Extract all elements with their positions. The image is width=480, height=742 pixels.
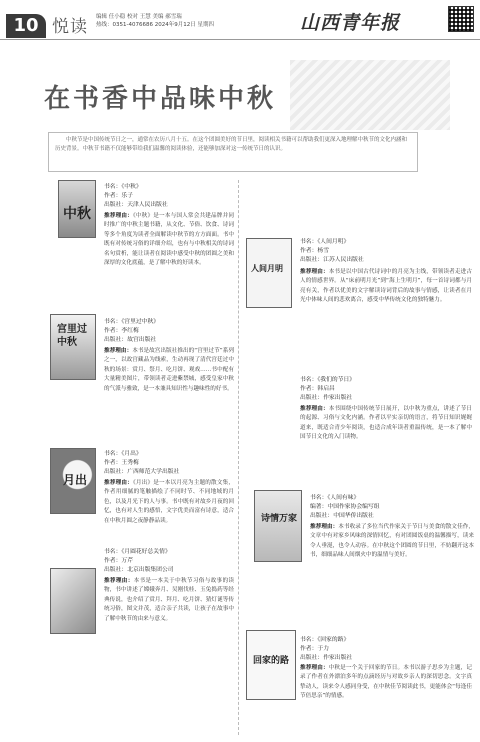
book-recommendation — [300, 405, 472, 461]
book-recommendation — [104, 347, 234, 413]
book-publisher: 出版社：江苏人民出版社 — [300, 257, 364, 263]
recommend-label: 推荐理由： — [104, 578, 134, 584]
book-cover — [50, 568, 96, 634]
recommend-label: 推荐理由： — [104, 348, 133, 354]
book-author: 作者：于力 — [300, 646, 329, 652]
book-publisher: 出版社：作家出版社 — [300, 395, 353, 401]
book-recommendation — [104, 577, 234, 717]
book-publisher: 出版社：故宫出版社 — [104, 337, 157, 343]
recommend-label: 推荐理由： — [310, 524, 339, 530]
intro-paragraph: 中秋节是中国传统节日之一，通常在农历八月十五。在这个团圆美好的节日里，阅读相关书籍可以帮助我们更深入地理解中秋节的文化内涵和历史背景。中秋节书籍不仅能够带给我们温馨的阅读体验，还能够加深对这一传统节日的认识。 — [48, 132, 418, 172]
recommend-text: 本书是故宫出版社推出的“宫里过节”系列之一，以故宫藏品为线索，生动再现了清代宫廷过中秋的场景：赏月、祭月、吃月饼、观戏……书中配有大量精美图片，带领读者走进紫禁城，感受皇家中秋的气派与雅致，是一本兼具知识性与趣味性的好书。 — [104, 348, 234, 392]
book-publisher: 出版社：作家出版社 — [300, 655, 353, 661]
book-cover — [50, 314, 96, 380]
editor-info — [96, 13, 246, 29]
section-name: 悦读 — [52, 17, 88, 37]
book-name: 书名：《月出》 — [104, 451, 142, 457]
recommend-text: 本书是以中国古代诗词中的月亮为主线，带领读者走进古人的情感世界。从“床前明月光”到“海上生明月”，每一首诗词都与月亮有关，作者以优美的文字解读诗词背后的故事与情感，让读者在月光中体味人间的悲欢离合，感受中华传统文化的独特魅力。 — [300, 269, 472, 304]
recommend-text: 本书围绕中国传统节日展开，以中秋为重点，讲述了节日的起源、习俗与文化内涵。作者以平实亲切的语言，将节日知识娓娓道来，既适合青少年阅读，也适合成年读者重温传统，是一本了解中国节日文化的入门读物。 — [300, 406, 472, 441]
book-author: 作者：杨雪 — [300, 248, 329, 254]
book-meta — [104, 318, 234, 345]
book-name: 书名：《回家的路》 — [300, 637, 350, 643]
book-meta — [300, 636, 470, 663]
book-name: 书名：《人间月明》 — [300, 239, 350, 245]
recommend-text: 《中秋》是一本与国人常会共建品牌并同时推广的中秋主题书籍，从文化、节俗、饮食、诗词等多个角度为读者全面解读中秋节的方方面面。书中既有对传统习俗的详细介绍，也有与中秋相关的诗词名句赏析，能让读者在阅读中感受中秋的团圆之美和深厚的文化底蕴，是了解中秋的好读本。 — [104, 213, 234, 267]
book-cover — [254, 490, 302, 562]
book-name: 书名：《宫里过中秋》 — [104, 319, 160, 325]
cover-title: 中秋 — [63, 206, 91, 222]
cover-title: 宫里过中秋 — [57, 324, 87, 348]
book-meta — [104, 450, 234, 477]
qr-code-icon — [448, 6, 474, 32]
book-recommendation — [300, 664, 472, 724]
recommend-label: 推荐理由： — [104, 213, 133, 219]
book-author: 作者：李红梅 — [104, 328, 139, 334]
book-name: 书名：《月圆花好总关情》 — [104, 549, 171, 555]
page-header — [0, 0, 480, 40]
decorative-cloud-pattern — [290, 60, 450, 130]
column-divider — [238, 180, 239, 735]
book-publisher: 出版社：北京出版集团公司 — [104, 567, 174, 573]
book-meta — [104, 548, 234, 575]
title-banner — [30, 60, 450, 130]
book-cover — [246, 238, 292, 308]
recommend-label: 推荐理由： — [300, 406, 329, 412]
book-meta — [300, 376, 470, 403]
book-recommendation — [310, 523, 474, 589]
book-cover — [246, 630, 296, 700]
cover-title: 月出 — [63, 473, 88, 487]
book-author: 作者：乐子 — [104, 193, 133, 199]
recommend-label: 推荐理由： — [300, 665, 329, 671]
book-recommendation — [104, 479, 234, 545]
book-cover — [50, 448, 96, 514]
book-meta — [310, 494, 474, 521]
book-cover — [58, 180, 96, 238]
recommend-text: 本书收录了多位当代作家关于节日与美食的散文佳作，文章中有对家乡风味的深情回忆，有对团圆饭桌的温馨描写，读来令人垂涎，也令人动容。在中秋这个团圆的节日里，不妨翻开这本书，细细品味人间烟火中的温情与美好。 — [310, 524, 474, 559]
book-publisher: 出版社：中国华侨出版社 — [310, 513, 374, 519]
recommend-text: 本书是一本关于中秋节习俗与故事的读物，书中讲述了嫦娥奔月、吴刚伐桂、玉兔捣药等经典传说，也介绍了赏月、拜月、吃月饼、猜灯谜等传统习俗，图文并茂，适合亲子共读，让孩子在故事中了解中秋节的由来与意义。 — [104, 578, 234, 622]
book-name: 书名：《人间有味》 — [310, 495, 360, 501]
book-meta — [300, 238, 470, 265]
book-author: 作者：王秀梅 — [104, 460, 139, 466]
book-author: 作者：万芹 — [104, 558, 133, 564]
book-name: 书名：《我们的节日》 — [300, 377, 356, 383]
recommend-text: 中秋是一个关于回家的节日。本书以游子思乡为主题，记录了作者在外漂泊多年的点滴经历与对故乡亲人的深切思念。文字真挚动人，读来令人感同身受，在中秋佳节阅读此书，更能体会“每逢佳节倍思亲”的情感。 — [300, 665, 472, 700]
recommend-label: 推荐理由： — [104, 480, 133, 486]
recommend-label: 推荐理由： — [300, 269, 329, 275]
book-publisher: 出版社：天津人民出版社 — [104, 202, 168, 208]
editor-line-2: 热线：0351-4076686 2024年9月12日 星期四 — [96, 22, 214, 28]
recommend-text: 《月出》是一本以月亮为主题的散文集，作者用细腻的笔触描绘了不同时节、不同地域的月色，以及月光下的人与事。书中既有对故乡月夜的回忆，也有对人生的感悟，文字优美而富有诗意，适合在中秋月圆之夜静静品读。 — [104, 480, 234, 524]
editor-line-1: 编辑 任小稳 校对 王慧 美编 郝雪瑞 — [96, 14, 182, 20]
book-name: 书名：《中秋》 — [104, 184, 142, 190]
book-recommendation — [104, 212, 234, 306]
cover-title: 回家的路 — [253, 656, 290, 666]
cover-title: 人间月明 — [251, 263, 283, 273]
newspaper-masthead: 山西青年报 — [300, 12, 401, 34]
book-publisher: 出版社：广西师范大学出版社 — [104, 469, 180, 475]
book-author: 编著：中国作家协会编写组 — [310, 504, 380, 510]
book-recommendation — [300, 268, 472, 324]
page-title: 在书香中品味中秋 — [44, 84, 277, 114]
book-author: 作者：韩启昌 — [300, 386, 335, 392]
page-number: 10 — [6, 14, 46, 38]
book-meta — [104, 183, 234, 210]
cover-title: 诗情万家 — [261, 514, 298, 524]
